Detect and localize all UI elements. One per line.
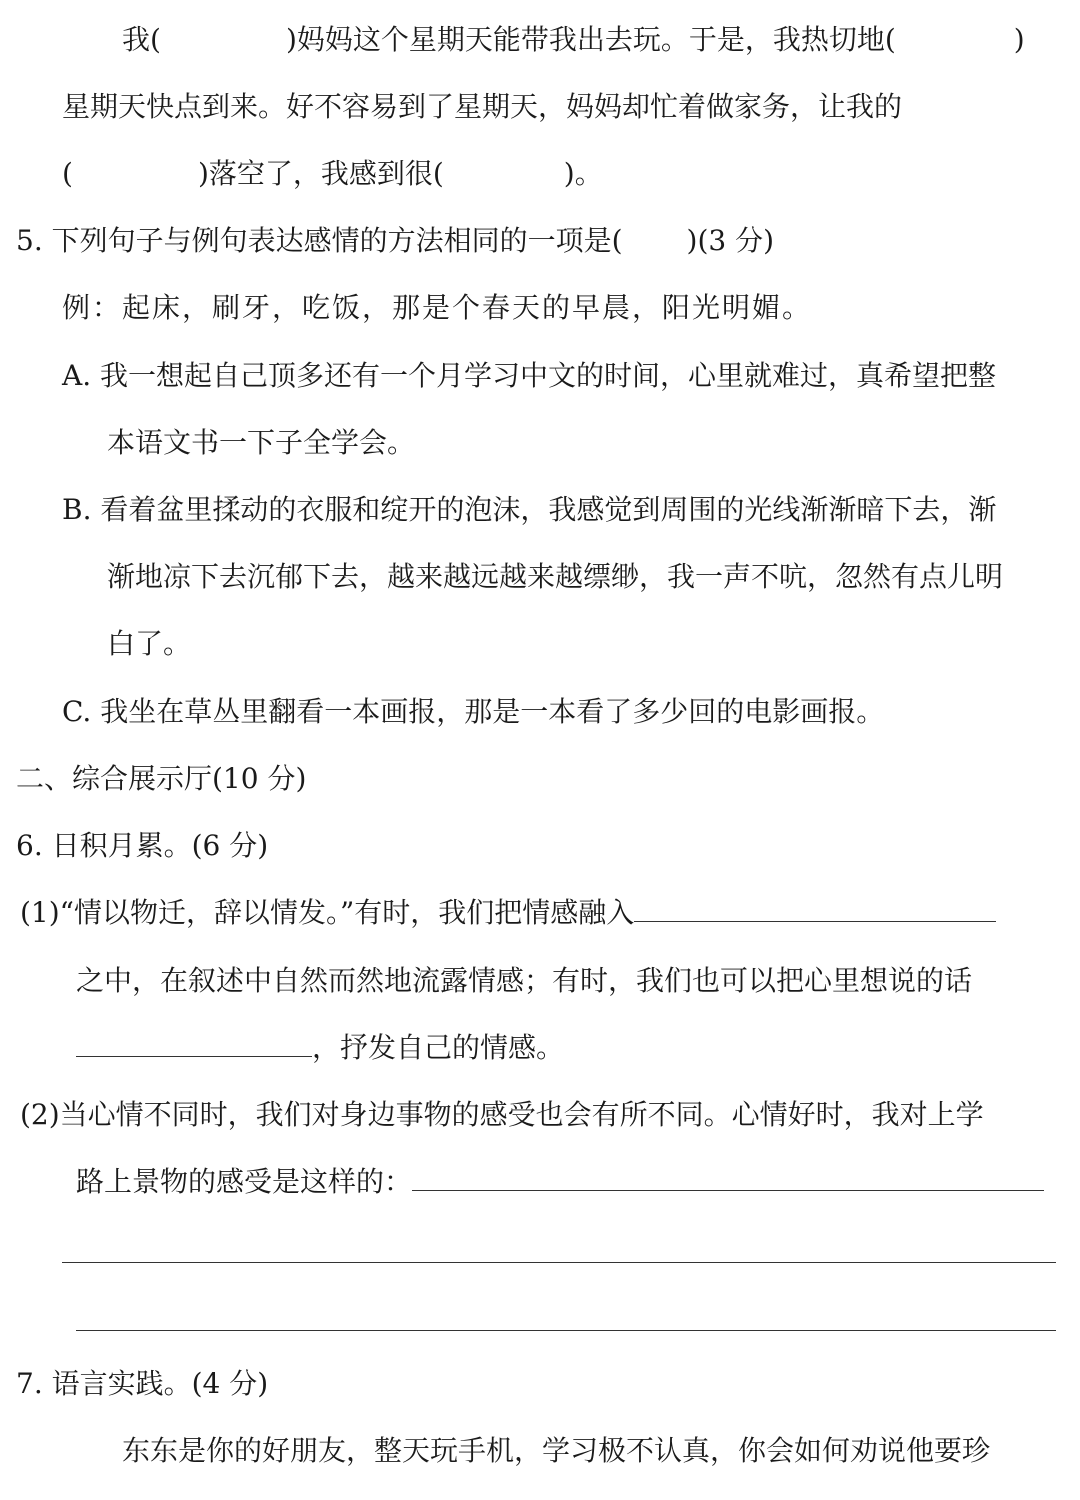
question-7-body: 东东是你的好朋友，整天玩手机，学习极不认真，你会如何劝说他要珍	[122, 1434, 991, 1467]
answer-line[interactable]	[634, 893, 996, 922]
fill-line-3: ( )落空了，我感到很( )。	[62, 157, 603, 190]
option-b: B. 看着盆里揉动的衣服和绽开的泡沫，我感觉到周围的光线渐渐暗下去，渐	[62, 493, 997, 526]
answer-line[interactable]	[76, 1330, 1056, 1331]
section-2-title: 二、综合展示厅(10 分)	[16, 762, 307, 795]
option-b-cont-1: 渐地凉下去沉郁下去，越来越远越来越缥缈，我一声不吭，忽然有点儿明	[107, 560, 1004, 593]
answer-line[interactable]	[62, 1262, 1056, 1263]
answer-line[interactable]	[76, 1028, 312, 1057]
question-6-part-1-end: ，抒发自己的情感。	[76, 1028, 564, 1068]
question-7-title: 7. 语言实践。(4 分)	[16, 1367, 269, 1400]
question-5-stem: 5. 下列句子与例句表达感情的方法相同的一项是( )(3 分)	[16, 224, 775, 257]
fill-line-1: 我( )妈妈这个星期天能带我出去玩。于是，我热切地( )	[122, 23, 1025, 56]
option-a: A. 我一想起自己顶多还有一个月学习中文的时间，心里就难过，真希望把整	[62, 359, 997, 392]
question-6-part-1-cont: 之中，在叙述中自然而然地流露情感；有时，我们也可以把心里想说的话	[76, 964, 973, 997]
answer-line[interactable]	[412, 1162, 1044, 1191]
option-b-cont-2: 白了。	[107, 627, 192, 660]
question-6-part-2: (2)当心情不同时，我们对身边事物的感受也会有所不同。心情好时，我对上学	[20, 1098, 984, 1131]
question-5-example: 例：起床，刷牙，吃饭，那是个春天的早晨，阳光明媚。	[62, 291, 813, 324]
question-6-part-1: (1)“情以物迁，辞以情发。”有时，我们把情感融入	[20, 893, 996, 933]
option-a-cont: 本语文书一下子全学会。	[107, 426, 416, 459]
option-c: C. 我坐在草丛里翻看一本画报，那是一本看了多少回的电影画报。	[62, 695, 885, 728]
fill-line-2: 星期天快点到来。好不容易到了星期天，妈妈却忙着做家务，让我的	[62, 90, 903, 123]
question-6-title: 6. 日积月累。(6 分)	[16, 829, 269, 862]
question-6-part-2-cont: 路上景物的感受是这样的：	[76, 1162, 1044, 1202]
